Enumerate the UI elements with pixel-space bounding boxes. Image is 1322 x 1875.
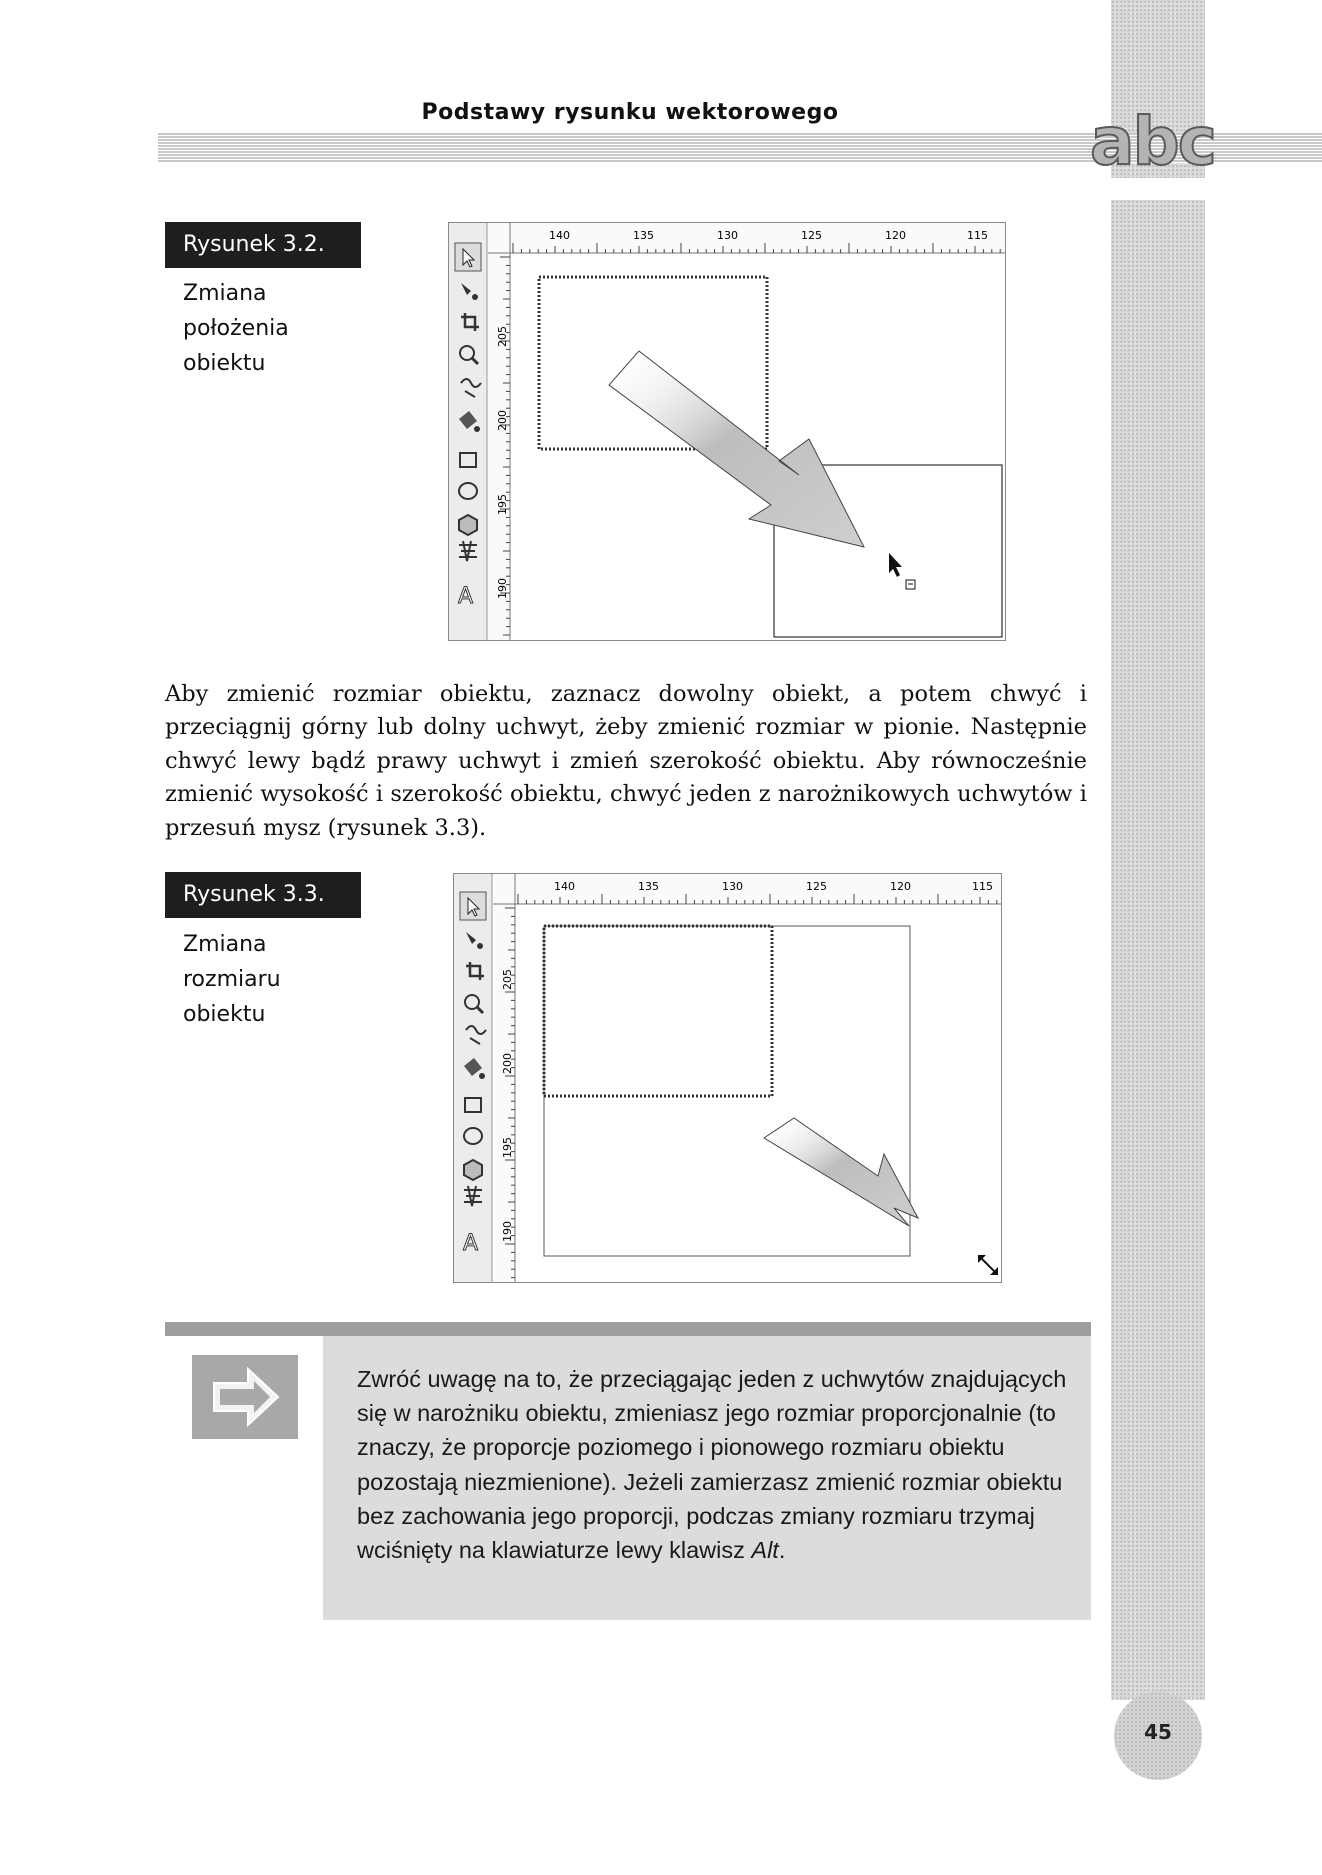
note-key-alt: Alt <box>751 1537 779 1564</box>
note-text <box>357 1362 1077 1567</box>
polygon-tool-icon[interactable] <box>464 1160 482 1180</box>
ruler-label: 195 <box>496 494 509 515</box>
resize-direction-arrow <box>764 1118 918 1226</box>
note-top-bar <box>165 1322 1091 1336</box>
original-rectangle[interactable] <box>544 926 772 1096</box>
polygon-tool-icon[interactable] <box>459 515 477 535</box>
arrow-right-icon <box>192 1355 298 1439</box>
text-tool-icon[interactable] <box>458 584 473 609</box>
ruler-label: 190 <box>501 1221 514 1242</box>
ruler-label: 125 <box>806 880 827 893</box>
text-tool-icon[interactable] <box>463 1231 478 1256</box>
screenshot-figure-3-3 <box>453 873 1002 1283</box>
caption-line: Zmiana <box>183 932 267 957</box>
page-number: 45 <box>1144 1720 1172 1744</box>
ruler-label: 115 <box>972 880 993 893</box>
caption-line: obiektu <box>183 1002 266 1027</box>
ruler-label: 135 <box>638 880 659 893</box>
figure-label-3-3: Rysunek 3.3. <box>165 872 361 918</box>
caption-line: Zmiana <box>183 281 267 306</box>
ruler-label: 200 <box>496 410 509 431</box>
page-number-badge <box>1114 1692 1202 1780</box>
ruler-label: 190 <box>496 578 509 599</box>
ruler-label: 140 <box>554 880 575 893</box>
canvas-svg <box>449 223 1005 640</box>
svg-text:A: A <box>458 584 474 609</box>
ruler-label: 120 <box>890 880 911 893</box>
abc-logo: abc <box>1090 103 1215 180</box>
ruler-label: 205 <box>496 326 509 347</box>
basic-shapes-icon[interactable] <box>464 1186 482 1206</box>
ruler-left <box>493 874 515 1282</box>
caption-line: rozmiaru <box>183 967 281 992</box>
ruler-label: 200 <box>501 1053 514 1074</box>
ruler-label: 135 <box>633 229 654 242</box>
canvas-svg <box>454 874 1001 1282</box>
ruler-label: 130 <box>717 229 738 242</box>
running-header: Podstawy rysunku wektorowego <box>421 100 839 125</box>
body-paragraph: Aby zmienić rozmiar obiektu, zaznacz dowolny obiekt, a potem chwyć i przeciągnij górny lub dolny uchwyt, żeby zmienić rozmiar w pionie. Następnie chwyć lewy bądź prawy uchwyt i zmień szerokość obiektu. Aby równocześnie zmienić wysokość i szerokość obiektu, chwyć jeden z narożnikowych uchwytów i przesuń mysz (rysunek 3.3). <box>165 681 1087 841</box>
ruler-label: 205 <box>501 969 514 990</box>
figure-caption-3-2 <box>183 276 343 381</box>
figure-caption-3-3 <box>183 927 343 1032</box>
diagonal-resize-cursor-icon <box>978 1255 998 1275</box>
note-text-main: Zwróć uwagę na to, że przeciągając jeden z uchwytów znajdujących się w narożniku obiektu, zmieniasz jego rozmiar proporcjonalnie (to znaczy, że proporcje poziomego i pionowego rozmiaru obiektu pozostają niezmienione). Jeżeli zamierzasz zmienić rozmiar obiektu bez zachowania jego proporcji, podczas zmiany rozmiaru trzymaj wciśnięty na klawiaturze lewy klawisz <box>357 1366 1067 1564</box>
move-direction-arrow <box>609 351 864 547</box>
ruler-label: 115 <box>967 229 988 242</box>
ruler-label: 130 <box>722 880 743 893</box>
ruler-label: 120 <box>885 229 906 242</box>
svg-text:A: A <box>463 1231 479 1256</box>
toolbox <box>454 874 492 1282</box>
ruler-label: 140 <box>549 229 570 242</box>
screenshot-figure-3-2 <box>448 222 1006 641</box>
toolbox <box>449 223 487 640</box>
resized-rectangle-outline[interactable] <box>544 926 910 1256</box>
ruler-label: 125 <box>801 229 822 242</box>
basic-shapes-icon[interactable] <box>459 541 477 561</box>
caption-line: położenia <box>183 316 289 341</box>
caption-line: obiektu <box>183 351 266 376</box>
note-box <box>323 1336 1091 1620</box>
side-strip <box>1111 200 1205 1700</box>
figure-label-3-2: Rysunek 3.2. <box>165 222 361 268</box>
note-text-end: . <box>778 1537 786 1564</box>
ruler-label: 195 <box>501 1137 514 1158</box>
